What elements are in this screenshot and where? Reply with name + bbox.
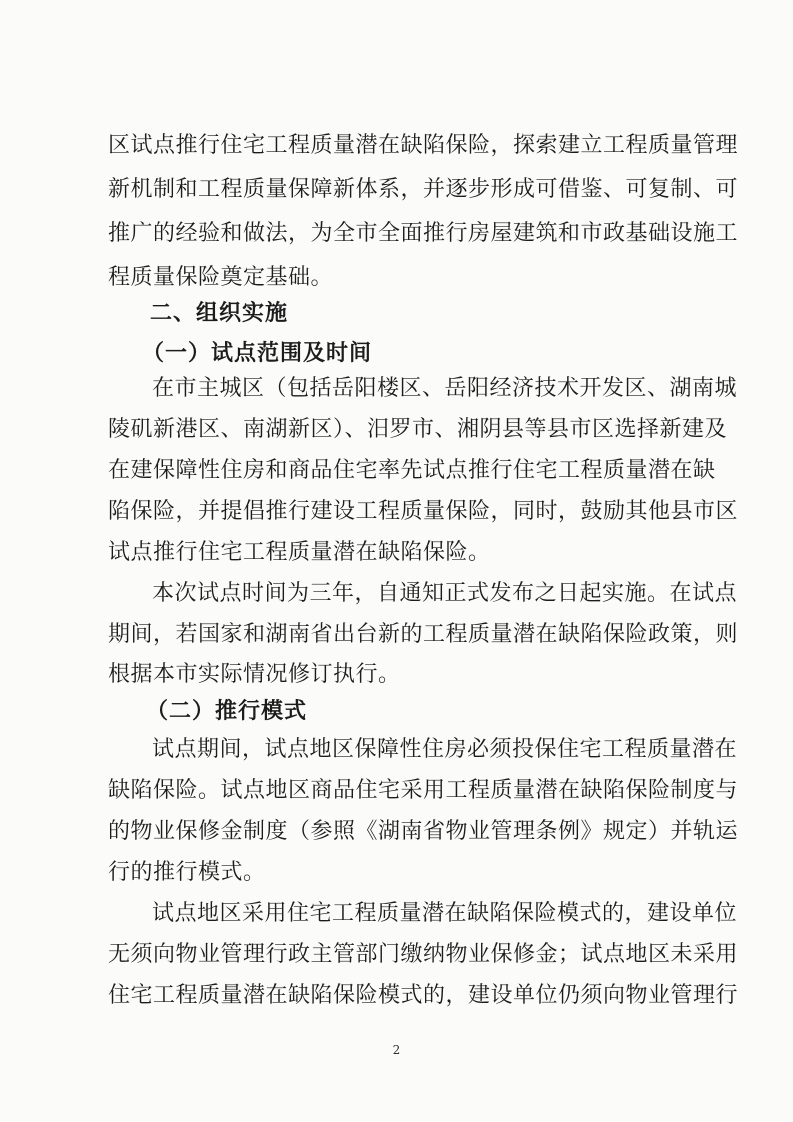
paragraph-line: 本次试点时间为三年，自通知正式发布之日起实施。在试点 xyxy=(152,581,738,606)
subsection-heading: （二）推行模式 xyxy=(146,699,308,724)
paragraph-line: 期间，若国家和湖南省出台新的工程质量潜在缺陷保险政策，则 xyxy=(108,622,739,647)
paragraph-line: 陵矶新港区、南湖新区）、汨罗市、湘阴县等县市区选择新建及 xyxy=(108,417,728,442)
subsection-heading: （一）试点范围及时间 xyxy=(142,341,373,366)
paragraph-line: 试点地区采用住宅工程质量潜在缺陷保险模式的，建设单位 xyxy=(152,901,738,926)
paragraph-line: 缺陷保险。试点地区商品住宅采用工程质量潜在缺陷保险制度与 xyxy=(108,778,739,803)
paragraph-line: 在市主城区（包括岳阳楼区、岳阳经济技术开发区、湖南城 xyxy=(152,376,738,401)
section-heading: 二、组织实施 xyxy=(150,301,289,326)
paragraph-line: 根据本市实际情况修订执行。 xyxy=(108,662,401,687)
paragraph-line: 试点推行住宅工程质量潜在缺陷保险。 xyxy=(108,540,491,565)
paragraph-line: 住宅工程质量潜在缺陷保险模式的，建设单位仍须向物业管理行 xyxy=(108,983,739,1008)
paragraph-line: 区试点推行住宅工程质量潜在缺陷保险，探索建立工程质量管理 xyxy=(108,133,739,158)
paragraph-line: 无须向物业管理行政主管部门缴纳物业保修金；试点地区未采用 xyxy=(108,942,739,967)
paragraph-line: 陷保险，并提倡推行建设工程质量保险，同时，鼓励其他县市区 xyxy=(108,499,739,524)
paragraph-line: 程质量保险奠定基础。 xyxy=(108,265,334,290)
paragraph-line: 在建保障性住房和商品住宅率先试点推行住宅工程质量潜在缺 xyxy=(108,458,716,483)
paragraph-line: 推广的经验和做法，为全市全面推行房屋建筑和市政基础设施工 xyxy=(108,221,739,246)
page-number: 2 xyxy=(392,1043,401,1057)
paragraph-line: 试点期间，试点地区保障性住房必须投保住宅工程质量潜在 xyxy=(152,737,738,762)
paragraph-line: 新机制和工程质量保障新体系，并逐步形成可借鉴、可复制、可 xyxy=(108,177,739,202)
paragraph-line: 行的推行模式。 xyxy=(108,860,266,885)
paragraph-line: 的物业保修金制度（参照《湖南省物业管理条例》规定）并轨运 xyxy=(108,819,739,844)
